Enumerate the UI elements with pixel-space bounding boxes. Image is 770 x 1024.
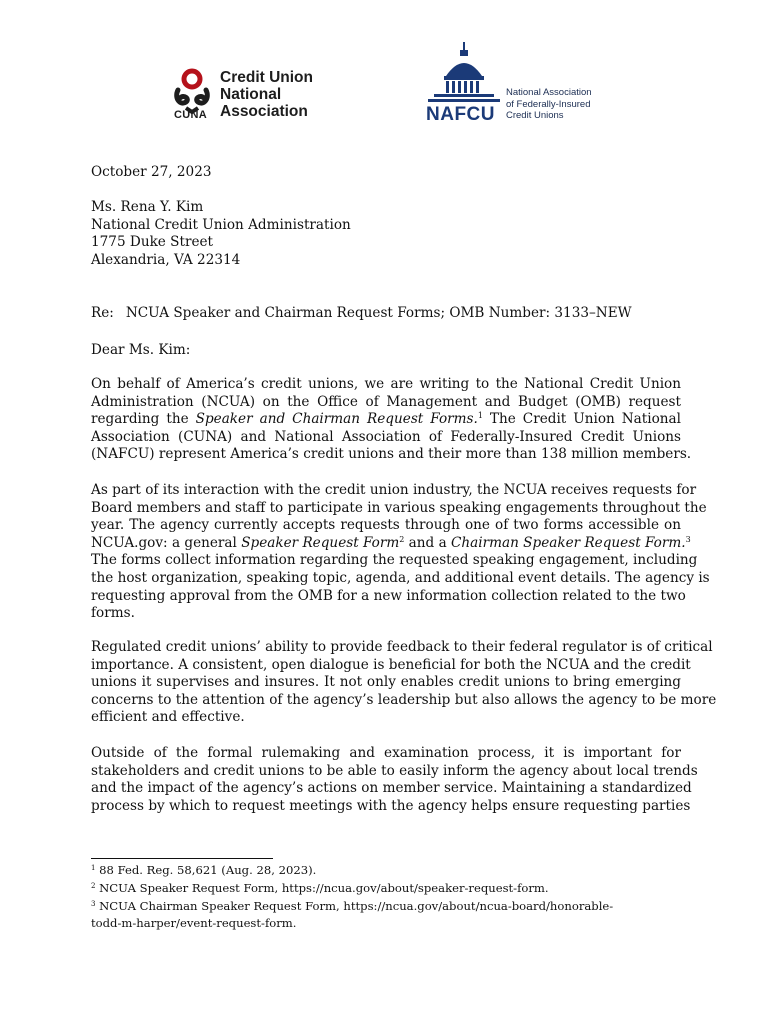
footnote-ref: 3 [685,534,691,544]
footnote-2: $^2$ NCUA Speaker Request Form, https://ncua.gov/about/speaker-request-form. [91,881,549,895]
cuna-abbreviation: CUNA [174,109,207,121]
letter-date: October 27, 2023 [91,164,212,180]
nafcu-full-name: National Association of Federally-Insured Credit Unions [506,87,592,121]
salutation: Dear Ms. Kim: [91,342,191,358]
footnote-ref: 2 [399,534,405,544]
subject-line [91,305,632,323]
paragraph-4: Outside of the formal rulemaking and examination process, it is important for stakeholders and credit unions to be able to easily inform the agency about local trends and the impact of the agency’s actions on member service. Maintaining a standardized process by which to request meetings with the agency helps ensure requesting parties [91,745,698,814]
footnote-1: $^1$ 88 Fed. Reg. 58,621 (Aug. 28, 2023). [91,863,317,877]
cuna-logo-text: Credit Union National Association [220,69,313,120]
paragraph-3: Regulated credit unions’ ability to provide feedback to their federal regulator is of critical importance. A consistent, open dialogue is beneficial for both the NCUA and the credit unions it supervises and insures. It not only enables credit unions to bring emerging concerns to the attention of the agency’s leadership but also allows the agency to be more efficient and effective. [91,639,717,726]
paragraph-1: On behalf of America’s credit unions, we are writing to the National Credit Union Administration (NCUA) on the Office of Management and Budget (OMB) request regarding the Speaker and Chairman Request Forms.$^1$ The Credit Union National Association (CUNA) and National Association of Federally-Insured Credit Unions (NAFCU) represent America’s credit unions and their more than 138 million members. [91,376,692,463]
recipient-line: Alexandria, VA 22314 [91,252,241,268]
paragraph-2: As part of its interaction with the credit union industry, the NCUA receives requests for Board members and staff to participate in various speaking engagements throughout the year. The agency currently accepts requests through one of two forms accessible on NCUA.gov: a general Speaker Request Form$^2$ and a Chairman Speaker Request Form.$^3$ The forms collect information regarding the requested speaking engagement, including the host organization, speaking topic, agenda, and additional event details. The agency is requesting approval from the OMB for a new information collection related to the two forms. [91,482,710,622]
footnote-divider [91,858,273,859]
footnote-ref: 1 [477,411,483,421]
subject-label: Re: [91,305,114,321]
footnote-3: $^3$ NCUA Chairman Speaker Request Form, https://ncua.gov/about/ncua-board/honorable- [91,899,614,913]
capitol-dome-icon [428,42,500,108]
subject-text: NCUA Speaker and Chairman Request Forms; OMB Number: 3133–NEW [125,305,632,321]
nafcu-wordmark: NAFCU [426,104,495,125]
footnote-3-continued: todd-m-harper/event-request-form. [91,916,297,930]
recipient-line: Ms. Rena Y. Kim [91,199,204,215]
recipient-line: National Credit Union Administration [91,217,351,233]
nafcu-logo [424,42,614,128]
cuna-logo [172,66,322,126]
recipient-line: 1775 Duke Street [91,234,213,250]
